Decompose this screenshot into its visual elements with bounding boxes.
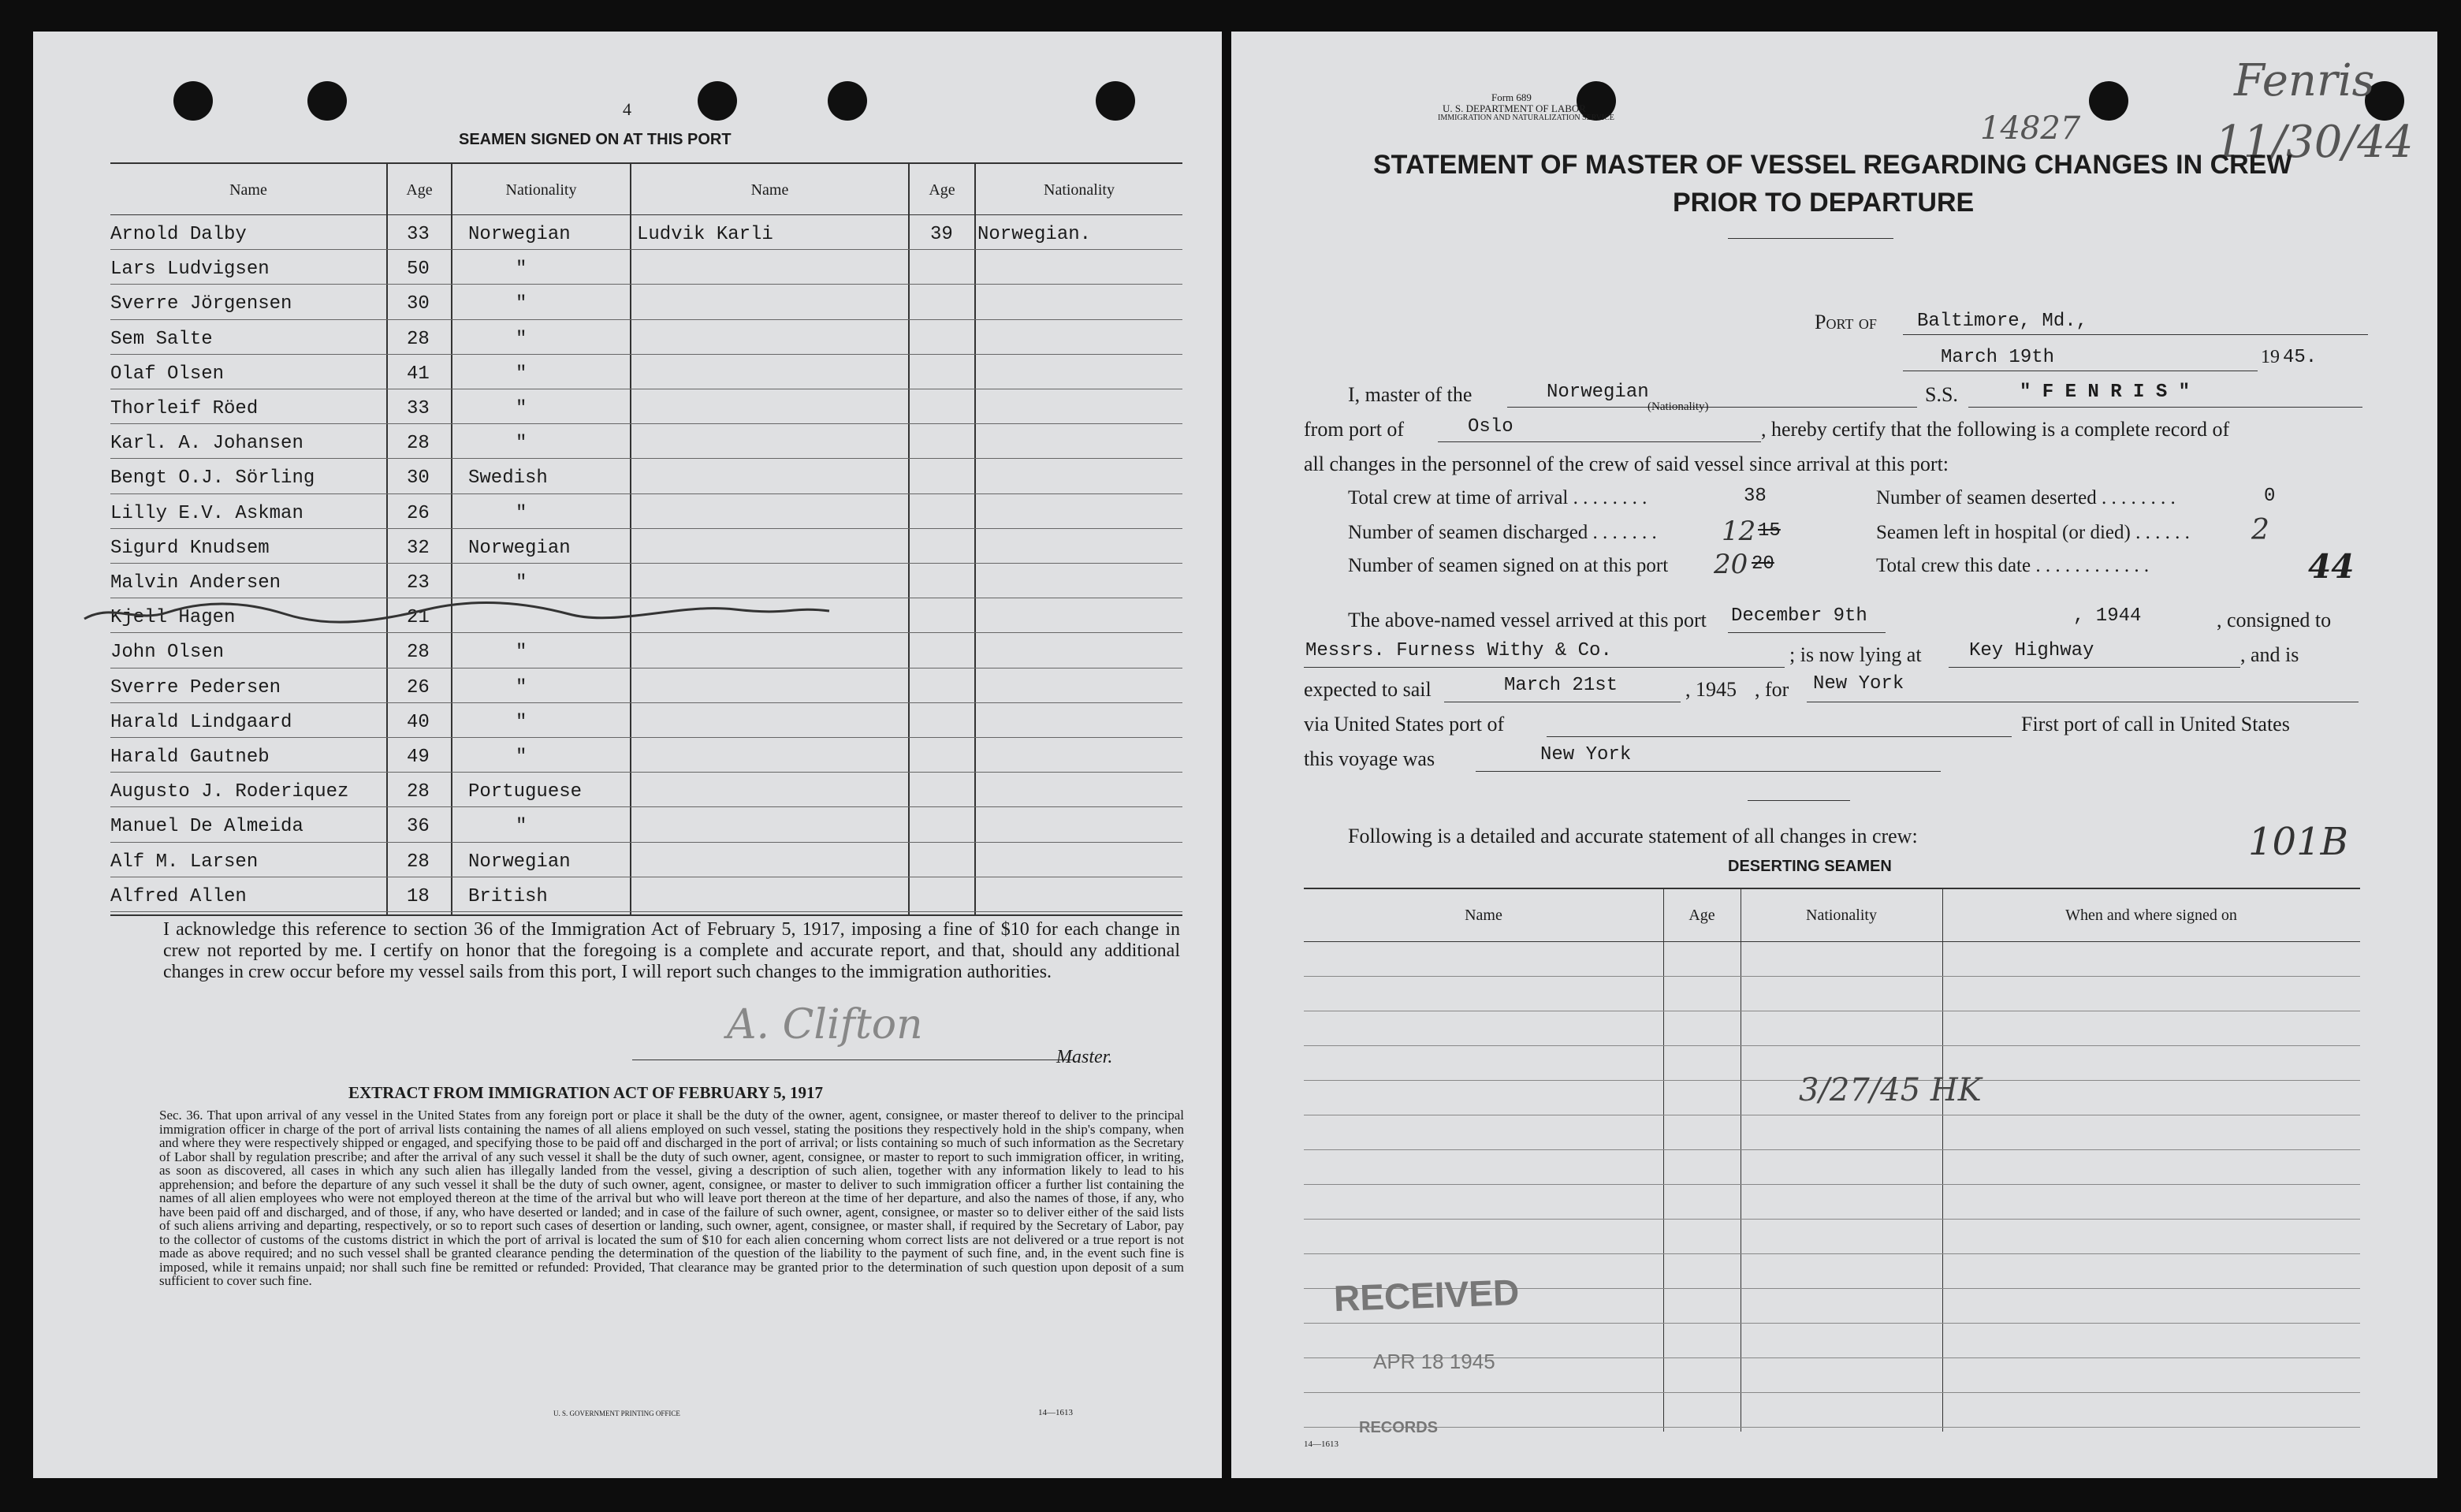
seaman-nationality: British	[468, 885, 548, 907]
punch-hole	[2089, 81, 2128, 121]
arrived-value: December 9th	[1731, 605, 1867, 627]
row-rule	[110, 737, 1182, 738]
signed-struck: 20	[1752, 553, 1774, 575]
seaman-nationality: Swedish	[468, 467, 548, 490]
seaman-age: 49	[407, 747, 430, 768]
seaman-age: 30	[407, 467, 430, 490]
for-value: New York	[1813, 673, 1904, 695]
form-title: STATEMENT OF MASTER OF VESSEL REGARDING CHANGES IN CREW	[1373, 150, 2292, 180]
hw-code: 101B	[2248, 820, 2348, 864]
seaman-name: Alf M. Larsen	[110, 851, 259, 873]
row-rule	[1304, 976, 2360, 977]
punch-hole	[307, 81, 347, 121]
hospital-label: Seamen left in hospital (or died) . . . . . .	[1876, 522, 2190, 543]
deserted-value: 0	[2264, 486, 2276, 507]
seaman-nationality: "	[516, 433, 527, 455]
row-rule	[110, 354, 1182, 355]
seaman-name: Thorleif Röed	[110, 398, 259, 419]
consignee-line	[1304, 667, 1785, 668]
seaman-age: 36	[407, 816, 430, 838]
col-divider	[908, 162, 910, 916]
col-header-name: Name	[750, 181, 789, 199]
seaman-age: 32	[407, 537, 430, 559]
seaman-name: Sem Salte	[110, 328, 213, 350]
row-rule	[110, 423, 1182, 424]
seaman-nationality: "	[516, 642, 527, 664]
seaman-age: 26	[407, 676, 430, 698]
row-rule	[1304, 1219, 2360, 1220]
nationality-value: Norwegian	[1547, 382, 1649, 403]
seaman-name: Arnold Dalby	[110, 224, 247, 245]
seaman-name: Sigurd Knudsem	[110, 537, 270, 559]
seaman-name: Lilly E.V. Askman	[110, 502, 303, 524]
seaman-age: 28	[407, 328, 430, 350]
row-rule	[1304, 1427, 2360, 1428]
year-prefix: 19	[2261, 347, 2280, 367]
expected-year: , 1945	[1685, 678, 1737, 701]
row-rule	[110, 806, 1182, 807]
via-line	[1547, 736, 2012, 737]
hw-vessel-name: Fenris	[2234, 55, 2375, 106]
year-value: 45.	[2283, 347, 2318, 368]
lying-value: Key Highway	[1969, 640, 2094, 661]
stamp-records: RECORDS	[1359, 1419, 1439, 1436]
seaman-name: Olaf Olsen	[110, 363, 225, 385]
port-line	[1903, 334, 2368, 335]
ship-line	[1968, 407, 2362, 408]
total-date-label: Total crew this date . . . . . . . . . . . .	[1876, 555, 2150, 576]
discharged-label: Number of seamen discharged . . . . . . .	[1348, 522, 1657, 543]
row-rule	[110, 458, 1182, 459]
consignee-value: Messrs. Furness Withy & Co.	[1305, 640, 1612, 661]
first-port-label: First port of call in United States	[2021, 713, 2290, 736]
following-text: Following is a detailed and accurate statement of all changes in crew:	[1348, 825, 1918, 847]
seaman-nationality: "	[516, 747, 527, 768]
lying-label: ; is now lying at	[1789, 643, 1922, 666]
seaman-nationality: "	[516, 572, 527, 594]
port-value: Baltimore, Md.,	[1917, 311, 2088, 332]
seaman-name: Augusto J. Roderiquez	[110, 781, 349, 803]
master-signature: A. Clifton	[727, 1001, 923, 1048]
col-header-age: Age	[1688, 907, 1715, 924]
form-number: Form 689	[1491, 91, 1532, 103]
voyage-label: this voyage was	[1304, 747, 1435, 770]
seaman-nationality: "	[516, 398, 527, 419]
consigned-label: , consigned to	[2217, 609, 2332, 631]
right-page	[1231, 32, 2437, 1478]
row-rule	[1304, 1149, 2360, 1150]
form-code: 14—1613	[1038, 1408, 1073, 1417]
via-label: via United States port of	[1304, 713, 1505, 736]
col-divider	[630, 162, 631, 916]
col-divider	[974, 162, 976, 916]
form-code: 14—1613	[1304, 1439, 1338, 1449]
short-rule	[1748, 800, 1850, 801]
seaman-name: Bengt O.J. Sörling	[110, 467, 315, 490]
total-crew-label: Total crew at time of arrival . . . . . . . .	[1348, 487, 1647, 508]
seaman-nationality: "	[516, 502, 527, 524]
total-crew-value: 38	[1744, 486, 1767, 507]
printer-line: U. S. GOVERNMENT PRINTING OFFICE	[553, 1410, 680, 1417]
signed-value: 20	[1714, 549, 1748, 580]
seaman-nationality: "	[516, 293, 527, 315]
master-of-label: I, master of the	[1348, 383, 1473, 406]
arrived-line	[1728, 632, 1886, 633]
col-header-nationality: Nationality	[1806, 907, 1877, 924]
seaman-age: 39	[930, 224, 953, 245]
seaman-name: Manuel De Almeida	[110, 816, 303, 838]
voyage-value: New York	[1540, 744, 1632, 765]
hospital-value: 2	[2251, 514, 2269, 546]
stamp-date: APR 18 1945	[1373, 1350, 1495, 1373]
extract-text: Sec. 36. That upon arrival of any vessel in the United States from any foreign port or place it shall be the duty of the owner, agent, consignee, or master thereof to deliver to the principal immigration officer in charge of the port of arrival lists containing the names of all aliens employed on such vessel, stating the positions they respectively hold in the ship's company, when and where they were respectively shipped or engaged, and specifying those to be paid off and discharged in the port of arrival; or lists containing so much of such information as the Secretary of Labor shall by regulation prescribe; and after the arrival of any such vessel it shall be the duty of such owner, agent, consignee, or master to report to such immigration officer, in writing, as soon as discovered, all cases in which any such alien has illegally landed from the vessel, giving a description of such alien, together with any information likely to lead to his apprehension; and before the departure of any such vessel it shall be the duty of such owner, agent, consignee, or master to deliver to such immigration officer a further list containing the names of all alien employees who were not employed thereon at the time of the arrival but who will leave port thereon at the time of her departure, and also the names of those, if any, who have been paid off and discharged, and of those, if any, who have deserted or landed; and in case of the failure of such owner, agent, consignee, or master so to deliver either of the said lists of such aliens arriving and departing, respectively, or so to report such cases of desertion or landing, such owner, agent, consignee, or master shall, if required by the Secretary of Labor, pay to the collector of customs of the customs district in which the port of arrival is located the sum of $10 for each alien concerning whom correct lists are not delivered or a true report is not made as above required; and no such vessel shall be granted clearance pending the determination of the question of the liability to the payment of such fine, and, in the event such fine is imposed, while it remains unpaid; nor shall such fine be remitted or refunded: Provided, That clearance may be granted prior to the determination of such question upon deposit of a sum sufficient to cover such fine.	[159, 1108, 1184, 1288]
seaman-name: Ludvik Karli	[637, 224, 773, 245]
row-rule	[110, 563, 1182, 564]
seamen-signed-heading: SEAMEN SIGNED ON AT THIS PORT	[459, 131, 732, 148]
row-rule	[1304, 1323, 2360, 1324]
port-label: Port of	[1815, 311, 1877, 333]
signed-label: Number of seamen signed on at this port	[1348, 555, 1669, 576]
deserting-heading: DESERTING SEAMEN	[1728, 858, 1892, 875]
row-rule	[110, 493, 1182, 494]
col-divider	[451, 162, 452, 916]
seaman-age: 23	[407, 572, 430, 594]
table-bottom-rule	[110, 914, 1182, 916]
department: U. S. DEPARTMENT OF LABOR	[1443, 102, 1586, 114]
lying-line	[1949, 667, 2240, 668]
page-number: 4	[623, 99, 631, 119]
ship-name: " F E N R I S "	[2020, 382, 2191, 403]
seaman-age: 28	[407, 433, 430, 455]
table-header-rule	[110, 214, 1182, 215]
and-is-text: , and is	[2240, 643, 2299, 666]
seaman-name: Alfred Allen	[110, 885, 247, 907]
col-divider	[1663, 888, 1664, 1432]
seaman-name: Harald Gautneb	[110, 747, 270, 768]
seaman-age: 33	[407, 398, 430, 419]
seaman-nationality: "	[516, 363, 527, 385]
discharged-struck: 15	[1758, 520, 1781, 542]
service: IMMIGRATION AND NATURALIZATION SERVICE	[1438, 114, 1614, 122]
hw-note: 3/27/45 HK	[1799, 1072, 1982, 1108]
row-rule	[110, 842, 1182, 843]
seaman-age: 30	[407, 293, 430, 315]
acknowledgement-text: I acknowledge this reference to section 36 of the Immigration Act of February 5, 1917, imposing a fine of $10 for each change in crew not reported by me. I certify on honor that the foregoing is a complete and accurate report, and that, should any additional changes in crew occur before my vessel sails from this port, I will report such changes to the immigration authorities.	[163, 919, 1180, 982]
seaman-name: Lars Ludvigsen	[110, 259, 270, 281]
row-rule	[1304, 1045, 2360, 1046]
deserting-header-rule	[1304, 941, 2360, 942]
seaman-name: Sverre Jörgensen	[110, 293, 292, 315]
col-header-name: Name	[229, 181, 267, 199]
seaman-name: Sverre Pedersen	[110, 676, 281, 698]
seaman-nationality: "	[516, 676, 527, 698]
row-rule	[110, 911, 1182, 912]
seaman-age: 50	[407, 259, 430, 281]
nationality-caption: (Nationality)	[1647, 400, 1709, 413]
seaman-age: 28	[407, 642, 430, 664]
seaman-nationality: "	[516, 816, 527, 838]
punch-hole	[698, 81, 737, 121]
seaman-age: 28	[407, 781, 430, 803]
nationality-line	[1507, 407, 1917, 408]
col-header-nationality: Nationality	[505, 181, 577, 199]
seaman-age: 26	[407, 502, 430, 524]
arrived-year: , 1944	[2073, 605, 2142, 627]
seaman-name: Karl. A. Johansen	[110, 433, 303, 455]
col-header-name: Name	[1465, 907, 1502, 924]
row-rule	[110, 632, 1182, 633]
date-value: March 19th	[1941, 347, 2055, 368]
row-rule	[110, 702, 1182, 703]
deserting-top-rule	[1304, 888, 2360, 889]
voyage-line	[1476, 771, 1941, 772]
row-rule	[1304, 1392, 2360, 1393]
table-top-rule	[110, 162, 1182, 164]
col-divider	[386, 162, 388, 916]
certify-line2: all changes in the personnel of the crew of said vessel since arrival at this port:	[1304, 452, 1949, 475]
hw-file-number: 14827	[1980, 110, 2081, 147]
row-rule	[110, 284, 1182, 285]
row-rule	[110, 319, 1182, 320]
seaman-nationality: "	[516, 711, 527, 733]
seaman-nationality: Norwegian	[468, 537, 571, 559]
seaman-nationality: Portuguese	[468, 781, 583, 803]
title-rule	[1728, 238, 1893, 239]
seaman-age: 40	[407, 711, 430, 733]
seaman-age: 33	[407, 224, 430, 245]
for-label: , for	[1755, 678, 1789, 701]
left-page	[33, 32, 1222, 1478]
seaman-name: Malvin Andersen	[110, 572, 281, 594]
expected-label: expected to sail	[1304, 678, 1432, 701]
seaman-nationality: Norwegian	[468, 224, 571, 245]
seaman-age: 18	[407, 885, 430, 907]
strike-through-mark	[80, 595, 837, 627]
seaman-name: Harald Lindgaard	[110, 711, 292, 733]
punch-hole	[828, 81, 867, 121]
seaman-nationality: Norwegian.	[977, 224, 1092, 245]
row-rule	[110, 249, 1182, 250]
hw-date: 11/30/44	[2215, 117, 2414, 168]
from-port-line	[1438, 441, 1761, 442]
seaman-nationality: "	[516, 328, 527, 350]
row-rule	[110, 528, 1182, 529]
punch-hole	[1096, 81, 1135, 121]
ss-label: S.S.	[1925, 383, 1958, 406]
col-header-age: Age	[929, 181, 955, 199]
seaman-age: 28	[407, 851, 430, 873]
from-port-label: from port of	[1304, 418, 1405, 441]
punch-hole	[173, 81, 213, 121]
col-header-nationality: Nationality	[1044, 181, 1115, 199]
extract-title: EXTRACT FROM IMMIGRATION ACT OF FEBRUARY 5, 1917	[348, 1083, 824, 1102]
col-divider	[1942, 888, 1943, 1432]
row-rule	[1304, 1253, 2360, 1254]
total-date-value: 44	[2308, 547, 2355, 586]
expected-value: March 21st	[1504, 675, 1618, 696]
col-header-age: Age	[406, 181, 433, 199]
received-stamp: RECEIVED	[1333, 1271, 1521, 1320]
certify-text: , hereby certify that the following is a complete record of	[1761, 418, 2230, 441]
row-rule	[110, 772, 1182, 773]
col-header-when: When and where signed on	[2065, 907, 2237, 924]
seaman-age: 41	[407, 363, 430, 385]
seaman-nationality: Norwegian	[468, 851, 571, 873]
from-port-value: Oslo	[1468, 416, 1513, 438]
seaman-name: Kjell Hagen	[110, 607, 236, 629]
master-label: Master.	[1056, 1047, 1113, 1067]
arrived-label: The above-named vessel arrived at this port	[1348, 609, 1707, 631]
deserted-label: Number of seamen deserted . . . . . . . .	[1876, 487, 2176, 508]
seaman-age: 21	[407, 607, 430, 629]
row-rule	[1304, 1184, 2360, 1185]
form-subtitle: PRIOR TO DEPARTURE	[1673, 188, 1975, 218]
discharged-value: 12	[1722, 516, 1756, 547]
seaman-nationality: "	[516, 259, 527, 281]
seaman-name: John Olsen	[110, 642, 225, 664]
